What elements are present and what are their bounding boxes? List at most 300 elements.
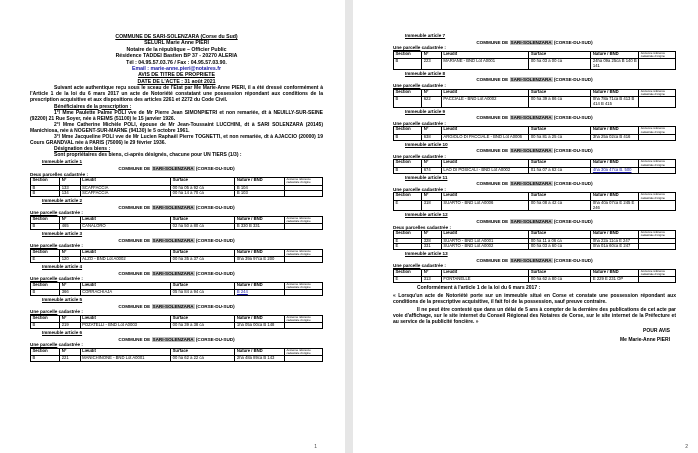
column-header-num: N° — [422, 127, 442, 134]
column-header-nature: Nature / BND — [591, 51, 639, 58]
cell-nature — [235, 290, 285, 296]
cell-num — [422, 277, 442, 283]
cell-value-section: E — [395, 276, 399, 282]
cell-value-nature: 1ha 05a 00ca B 148 — [236, 322, 275, 328]
column-header-surface: Surface — [529, 51, 591, 58]
cell-value-nature: 24ha 09a 25ca B 140 B 141 — [592, 58, 637, 68]
parcel-count-label: Une parcelle — [393, 45, 421, 51]
column-header-surface: Surface — [171, 249, 235, 256]
table-row — [394, 134, 676, 140]
column-header-num: N° — [422, 160, 442, 167]
column-header-nature: Nature / BND — [235, 282, 285, 289]
parcel-count-label: Une parcelle — [393, 120, 421, 126]
cell-value-surface: 00 ha 03 a 60 ca — [530, 243, 563, 249]
cell-value-surface: 00 ha 03 a 00 ca — [530, 58, 563, 64]
cell-nature — [591, 244, 639, 250]
column-header-nature: Nature / BND — [591, 160, 639, 167]
commune-title: COMMUNE DE SARI-SOLENZARA (Corse du Sud) — [115, 34, 238, 40]
column-header-lieudit: Lieudit — [80, 178, 171, 185]
cell-surface — [171, 290, 235, 296]
column-header-num: N° — [422, 51, 442, 58]
commune-highlight: SARI-SOLENZARA — [510, 39, 552, 45]
parcel-count-suffix: cadastrée : — [420, 120, 446, 126]
cell-value-num: 465 — [61, 223, 69, 229]
immeuble-label: Immeuble article 12 — [405, 212, 448, 218]
cadastre-table — [393, 126, 676, 140]
immeuble-label: Immeuble article 13 — [405, 251, 448, 257]
notary-phone: Tél : 04.95.57.03.76 / Fax : 04.95.57.03.90. — [126, 59, 227, 66]
column-header-surface: Surface — [171, 178, 235, 185]
cell-section — [394, 200, 422, 211]
cell-lieudit — [441, 134, 528, 140]
immeuble-label: Immeuble article 4 — [42, 264, 83, 270]
cell-value-section: B — [395, 166, 399, 172]
cell-nature — [591, 59, 639, 70]
cell-surface — [529, 59, 591, 70]
cell-section — [31, 356, 60, 362]
table-row — [31, 323, 323, 329]
cell-value-lieudit: SUARTO - BND Lot A0001 — [443, 237, 494, 243]
immeuble-label: Immeuble article 11 — [405, 174, 448, 180]
immeuble-header — [30, 297, 323, 303]
cell-value-surface: 00 ha 39 a 38 ca — [172, 322, 204, 328]
cell-nature — [591, 167, 639, 173]
column-header-lieudit: Lieudit — [441, 193, 528, 200]
immeuble-block — [30, 330, 323, 362]
column-header-surface: Surface — [529, 269, 591, 276]
column-header-lieudit: Lieudit — [441, 160, 528, 167]
column-header-section: Section — [31, 216, 60, 223]
cell-lieudit — [441, 244, 528, 250]
cell-value-lieudit: MARIANE - BND Lot A0001 — [443, 58, 496, 64]
cell-value-surface: 00 ha 14 a 70 ca — [172, 190, 204, 196]
cell-value-num: 331 — [423, 243, 431, 249]
column-header-ancienne: Ancienne référence cadastrale d'origine — [285, 249, 323, 256]
immeuble-header — [30, 264, 323, 270]
cell-surface — [529, 277, 591, 283]
table-row — [31, 257, 323, 263]
act-date: DATE DE L'ACTE : 31 août 2021 — [137, 78, 216, 85]
column-header-ancienne: Ancienne référence cadastrale d'origine — [639, 160, 676, 167]
cell-lieudit — [80, 323, 171, 329]
parcel-count-suffix: cadastrée : — [57, 342, 83, 348]
cell-value-lieudit: LAO DI POSICALI - BND Lot A0002 — [443, 166, 511, 172]
commune-name: COMMUNE DE SARI-SOLENZARA (CORSE-DU-SUD) — [118, 270, 235, 276]
cadastre-table — [30, 315, 323, 329]
cell-surface — [171, 191, 235, 197]
column-header-section: Section — [31, 282, 60, 289]
cell-value-num: 221 — [61, 355, 69, 361]
commune-name: COMMUNE DE SARI-SOLENZARA (CORSE-DU-SUD) — [476, 39, 593, 45]
cell-ancienne — [639, 200, 676, 211]
parcel-count-label: Une parcelle — [30, 210, 58, 216]
cell-ancienne — [639, 134, 676, 140]
cell-num — [60, 224, 80, 230]
commune-name: COMMUNE DE SARI-SOLENZARA (CORSE-DU-SUD) — [118, 303, 235, 309]
cell-nature — [235, 323, 285, 329]
cadastre-table — [393, 51, 676, 70]
cell-ancienne — [285, 257, 323, 263]
cell-value-num: 622 — [423, 95, 431, 101]
notary-title: Notaire de la république – Officier Public — [126, 46, 227, 53]
column-header-ancienne: Ancienne référence cadastrale d'origine — [639, 89, 676, 96]
immeuble-header — [393, 33, 676, 39]
commune-name: COMMUNE DE SARI-SOLENZARA (CORSE-DU-SUD) — [118, 204, 235, 210]
column-header-surface: Surface — [171, 282, 235, 289]
immeuble-header — [393, 212, 676, 218]
cell-value-section: B — [32, 190, 36, 196]
cell-ancienne — [285, 290, 323, 296]
footer-quote-1: « Lorsqu'un acte de Notoriété porte sur un immeuble situé en Corse et constate une possession répondant aux conditions de la prescriptive acquisitive, il fait foi de la possession, sauf preuve contraire. — [393, 293, 676, 306]
cell-lieudit — [80, 191, 171, 197]
cell-value-section: E — [395, 199, 399, 205]
column-header-lieudit: Lieudit — [441, 127, 528, 134]
column-header-ancienne: Ancienne référence cadastrale d'origine — [285, 348, 323, 355]
column-header-num: N° — [60, 249, 80, 256]
cell-surface — [529, 200, 591, 211]
parcel-count-label: Une parcelle — [30, 342, 58, 348]
immeuble-block — [393, 251, 676, 283]
parcel-count-suffix: cadastrée : — [420, 153, 446, 159]
cadastre-table — [393, 159, 676, 173]
column-header-nature: Nature / BND — [235, 216, 285, 223]
cell-value-section: B — [32, 355, 36, 361]
cell-value-surface: 00 ha 62 a 80 ca — [530, 276, 563, 282]
cell-value-lieudit: SCAFFACCIA — [82, 190, 109, 196]
table-row — [31, 356, 323, 362]
notary-header — [30, 34, 323, 85]
cell-value-surface: 02 ha 50 a 80 ca — [172, 223, 204, 229]
beneficiaires-title: Bénéficiaires de la prescription : — [54, 103, 132, 110]
parcel-count-suffix: cadastrée : — [57, 276, 83, 282]
column-header-num: N° — [422, 193, 442, 200]
cell-value-nature: B 104 — [236, 184, 248, 190]
cell-value-num: 120 — [61, 256, 69, 262]
page-number-1: 1 — [314, 444, 317, 450]
cell-value-section: E — [32, 256, 36, 262]
immeuble-label: Immeuble article 7 — [405, 33, 446, 38]
cell-value-num: 223 — [423, 58, 431, 64]
commune-highlight: SARI-SOLENZARA — [510, 115, 552, 121]
designation-title: Désignation des biens : — [54, 146, 111, 153]
legal-footer — [393, 285, 676, 343]
cell-value-nature: 0ha 78a 71ca B 413 B 414 B 415 — [592, 95, 635, 106]
cell-value-nature: 0ha 39a 97ca E 200 — [236, 256, 275, 262]
column-header-num: N° — [422, 89, 442, 96]
cell-ancienne — [285, 356, 323, 362]
immeuble-header — [30, 330, 323, 336]
cell-ancienne — [285, 191, 323, 197]
column-header-num: N° — [60, 282, 80, 289]
cell-value-nature: 0ha 40a 07ca E 245 E 246 — [592, 199, 635, 210]
immeuble-header — [393, 71, 676, 77]
cell-nature — [235, 257, 285, 263]
column-header-ancienne: Ancienne référence cadastrale d'origine — [285, 282, 323, 289]
table-row — [31, 290, 323, 296]
signature-pour-avis: POUR AVIS — [643, 328, 670, 335]
cell-value-section: B — [32, 322, 36, 328]
parcel-count-label: Une parcelle — [30, 243, 58, 249]
parcel-count-suffix: cadastrée : — [420, 263, 446, 269]
commune-highlight: SARI-SOLENZARA — [152, 165, 194, 171]
cell-value-nature[interactable]: B 244 — [236, 289, 248, 295]
column-header-surface: Surface — [529, 89, 591, 96]
column-header-section: Section — [31, 178, 60, 185]
cell-value-nature: 0ha 22a 11ca E 247 — [592, 237, 631, 243]
cell-section — [394, 96, 422, 107]
cell-section — [394, 59, 422, 70]
cell-value-nature: B 330 B 331 — [236, 223, 260, 229]
column-header-lieudit: Lieudit — [80, 348, 171, 355]
beneficiaire-2: 2°/ Mme Catherine Michèle POLI, épouse de Mr Jean-Toussaint LUCCHINI, dt à SARI SOLENZARA (20145) Manichiosa, née à NOGENT-SUR-MARNE (94130) le 5 octobre 1961. — [30, 121, 323, 134]
immeuble-block — [30, 297, 323, 329]
cell-lieudit — [441, 200, 528, 211]
cell-value-nature: 0ha 01a 60ca E 247 — [592, 243, 631, 249]
commune-name: COMMUNE DE SARI-SOLENZARA (CORSE-DU-SUD) — [118, 237, 235, 243]
cell-value-num: 318 — [423, 199, 431, 205]
cell-lieudit — [441, 59, 528, 70]
cell-lieudit — [80, 290, 171, 296]
cell-value-nature[interactable]: 4ha 30a 47ca B. 500 — [592, 166, 632, 172]
cell-surface — [171, 356, 235, 362]
beneficiaire-1: 1°/ Mme Paulette Palme POLI vve de Mr Pierre Jean SIMONPIETRI et non remariée, dt à NEUILLY-SUR-SEINE (92200) 21 Rue Soyer, née à REIMS (51100) le 15 janvier 1926. — [30, 109, 323, 122]
table-row — [31, 224, 323, 230]
cell-surface — [529, 167, 591, 173]
notary-address: Résidence TADDEI Bastien BP 37 - 20270 ALERIA — [115, 53, 238, 60]
parcel-count-label: Une parcelle — [30, 276, 58, 282]
cell-value-num: 134 — [61, 190, 69, 196]
column-header-lieudit: Lieudit — [441, 269, 528, 276]
cell-surface — [529, 244, 591, 250]
column-header-section: Section — [394, 231, 422, 238]
cell-value-surface: 00 ha 08 a 42 ca — [530, 199, 563, 205]
commune-highlight: SARI-SOLENZARA — [152, 336, 194, 342]
column-header-section: Section — [31, 348, 60, 355]
column-header-lieudit: Lieudit — [441, 51, 528, 58]
commune-name: COMMUNE DE SARI-SOLENZARA (CORSE-DU-SUD) — [476, 115, 593, 121]
column-header-num: N° — [422, 231, 442, 238]
cell-lieudit — [441, 167, 528, 173]
cell-section — [394, 134, 422, 140]
parcel-count-label: Deux parcelles — [393, 224, 426, 230]
cell-section — [394, 167, 422, 173]
immeuble-label: Immeuble article 10 — [405, 141, 448, 147]
immeuble-label: Immeuble article 6 — [42, 330, 83, 336]
cell-section — [31, 191, 60, 197]
column-header-section: Section — [394, 269, 422, 276]
cell-value-section: E — [395, 243, 399, 249]
commune-name: COMMUNE DE SARI-SOLENZARA (CORSE-DU-SUD) — [118, 336, 235, 342]
cell-num — [60, 323, 80, 329]
parcel-count-label: Une parcelle — [393, 82, 421, 88]
cell-value-lieudit: POZATELLI - BND Lot A0003 — [82, 322, 137, 328]
column-header-ancienne: Ancienne référence cadastrale d'origine — [639, 51, 676, 58]
commune-highlight: SARI-SOLENZARA — [152, 270, 194, 276]
table-row — [394, 167, 676, 173]
cell-surface — [171, 323, 235, 329]
immeuble-header — [393, 251, 676, 257]
cell-num — [60, 356, 80, 362]
immeuble-header — [393, 109, 676, 115]
column-header-surface: Surface — [529, 193, 591, 200]
cell-section — [31, 323, 60, 329]
column-header-nature: Nature / BND — [235, 315, 285, 322]
column-header-ancienne: Ancienne référence cadastrale d'origine — [285, 178, 323, 185]
column-header-nature: Nature / BND — [235, 348, 285, 355]
cell-section — [394, 244, 422, 250]
cell-value-surface: 00 ha 81 a 25 ca — [530, 133, 563, 139]
cell-value-lieudit: PACCIALE - BND Lot A0002 — [443, 95, 497, 101]
immeuble-label: Immeuble article 1 — [42, 159, 83, 165]
cell-ancienne — [639, 277, 676, 283]
commune-name: COMMUNE DE SARI-SOLENZARA (CORSE-DU-SUD) — [118, 165, 235, 171]
parcel-count-label: Deux parcelles — [30, 171, 63, 177]
cell-num — [422, 134, 442, 140]
notary-email[interactable]: Email : marie-anne.pieri@notaires.fr — [132, 66, 221, 73]
column-header-section: Section — [394, 193, 422, 200]
cell-value-surface: 00 ha 05 a 92 ca — [172, 184, 204, 190]
cadastre-table — [393, 230, 676, 250]
immeuble-label: Immeuble article 3 — [42, 231, 83, 237]
cell-nature — [591, 134, 639, 140]
column-header-surface: Surface — [171, 315, 235, 322]
parcel-count-suffix: cadastrée : — [62, 171, 88, 177]
cell-value-section: B — [395, 133, 399, 139]
cell-value-section: E — [395, 237, 399, 243]
commune-highlight: SARI-SOLENZARA — [510, 257, 552, 263]
cell-value-nature: 3ha 25a 02ca B 416 — [592, 133, 631, 139]
column-header-ancienne: Ancienne référence cadastrale d'origine — [639, 231, 676, 238]
table-row — [31, 191, 323, 197]
cell-value-surface: 00 ha 35 a 37 ca — [172, 256, 204, 262]
cell-surface — [529, 134, 591, 140]
cell-value-num: 674 — [423, 166, 431, 172]
column-header-num: N° — [60, 216, 80, 223]
cadastre-table — [30, 249, 323, 263]
cell-surface — [171, 257, 235, 263]
cell-num — [422, 96, 442, 107]
immeuble-block — [393, 109, 676, 141]
immeuble-block — [393, 175, 676, 212]
immeuble-block — [30, 231, 323, 263]
table-row — [394, 59, 676, 70]
document-page-2 — [353, 0, 698, 453]
cell-lieudit — [80, 257, 171, 263]
immeuble-block — [30, 198, 323, 230]
immeuble-block — [30, 264, 323, 296]
column-header-surface: Surface — [529, 127, 591, 134]
cell-ancienne — [639, 167, 676, 173]
commune-highlight: SARI-SOLENZARA — [152, 303, 194, 309]
cell-nature — [591, 96, 639, 107]
cell-section — [394, 277, 422, 283]
intro-paragraph: Suivant acte authentique reçu sous le sceau de l'Etat par Me Marie-Anne PIERI, il a été dressé conformément à l'Article 1 de la loi du 6 mars 2017 un acte de Notoriété constatant une possession répondant aux conditions de la prescription acquisitive et aux dispositions des articles 2261 et 2272 du Code Civil. — [30, 85, 323, 104]
cell-value-num: 638 — [423, 133, 431, 139]
cell-num — [60, 290, 80, 296]
column-header-surface: Surface — [529, 231, 591, 238]
cell-nature — [235, 224, 285, 230]
column-header-ancienne: Ancienne référence cadastrale d'origine — [285, 315, 323, 322]
footer-quote-2: Il ne peut être contesté que dans un délai de 5 ans à compter de la dernière des publications de cet acte par voie d'affichage, sur le site internet du Conseil Régional des Notaires de Corse, sur le site internet de la Préfecture et au service de la publicité foncière. » — [393, 307, 676, 326]
cell-value-section: B — [32, 223, 36, 229]
column-header-lieudit: Lieudit — [80, 249, 171, 256]
beneficiaire-3: 3°/ Mme Jacqueline POLI vve de Mr Lucien Raphaël Pierre TOGNETTI, et non remariée, dt à AJACCIO (20000) 19 Cours GRANDVAL née à PARIS (75006) le 29 février 1936. — [30, 134, 323, 147]
table-row — [394, 277, 676, 283]
designation-text: Sont propriétaires des biens, ci-après désignés, chacune pour UN TIERS (1/3) : — [54, 152, 242, 159]
cell-num — [60, 191, 80, 197]
cadastre-table — [30, 177, 323, 197]
column-header-surface: Surface — [529, 160, 591, 167]
parcel-count-suffix: cadastrée : — [420, 45, 446, 51]
commune-name: COMMUNE DE SARI-SOLENZARA (CORSE-DU-SUD) — [476, 77, 593, 83]
column-header-section: Section — [394, 160, 422, 167]
parcel-count-label: Une parcelle — [393, 263, 421, 269]
cell-surface — [171, 224, 235, 230]
column-header-nature: Nature / BND — [591, 193, 639, 200]
column-header-section: Section — [394, 51, 422, 58]
parcel-count-suffix: cadastrée : — [420, 186, 446, 192]
commune-name: COMMUNE DE SARI-SOLENZARA (CORSE-DU-SUD) — [476, 218, 593, 224]
column-header-ancienne: Ancienne référence cadastrale d'origine — [639, 269, 676, 276]
cell-lieudit — [80, 356, 171, 362]
cell-value-nature: 2ha 48a 89ca B 143 — [236, 355, 275, 361]
cell-value-section: B — [395, 95, 399, 101]
table-row — [394, 200, 676, 211]
immeuble-header — [30, 159, 323, 165]
immeuble-header — [393, 175, 676, 181]
cell-value-lieudit: FONTANELLE — [443, 276, 471, 282]
cell-value-num: 328 — [423, 237, 431, 243]
cadastre-table — [30, 216, 323, 230]
cell-ancienne — [285, 323, 323, 329]
cell-ancienne — [639, 244, 676, 250]
parcel-count-label: Une parcelle — [30, 309, 58, 315]
column-header-num: N° — [422, 269, 442, 276]
cell-num — [422, 59, 442, 70]
parcel-count-suffix: cadastrée : — [420, 82, 446, 88]
column-header-lieudit: Lieudit — [441, 89, 528, 96]
column-header-surface: Surface — [171, 348, 235, 355]
footer-law-ref: Conformément à l'article 1 de la loi du 6 mars 2017 : — [417, 285, 541, 292]
cell-value-lieudit: ARGIOLO DI PACCIALE - BND Lot A0006 — [443, 133, 523, 139]
cell-lieudit — [441, 96, 528, 107]
cell-value-nature: B 103 — [236, 190, 248, 196]
parcel-blocks-page-2 — [393, 33, 676, 283]
parcel-count-suffix: cadastrée : — [57, 309, 83, 315]
parcel-count-suffix: cadastrée : — [57, 210, 83, 216]
cell-section — [31, 257, 60, 263]
cell-value-surface: 01 ha 07 a 62 ca — [530, 166, 563, 172]
cell-nature — [591, 277, 639, 283]
column-header-lieudit: Lieudit — [441, 231, 528, 238]
cell-nature — [235, 356, 285, 362]
cell-num — [422, 200, 442, 211]
immeuble-label: Immeuble article 8 — [405, 70, 446, 76]
column-header-nature: Nature / BND — [235, 249, 285, 256]
cell-value-section: B — [32, 184, 36, 190]
cell-value-num: 133 — [61, 184, 69, 190]
cell-value-num: 313 — [423, 276, 431, 282]
column-header-nature: Nature / BND — [591, 127, 639, 134]
commune-name: COMMUNE DE SARI-SOLENZARA (CORSE-DU-SUD) — [476, 148, 593, 154]
signature-name: Me Marie-Anne PIERI — [619, 337, 670, 344]
column-header-ancienne: Ancienne référence cadastrale d'origine — [285, 216, 323, 223]
cell-nature — [235, 191, 285, 197]
cell-value-num: 219 — [61, 322, 69, 328]
cell-value-lieudit: SUARTO - BND Lot A0002 — [443, 243, 494, 249]
immeuble-header — [30, 198, 323, 204]
column-header-nature: Nature / BND — [591, 231, 639, 238]
